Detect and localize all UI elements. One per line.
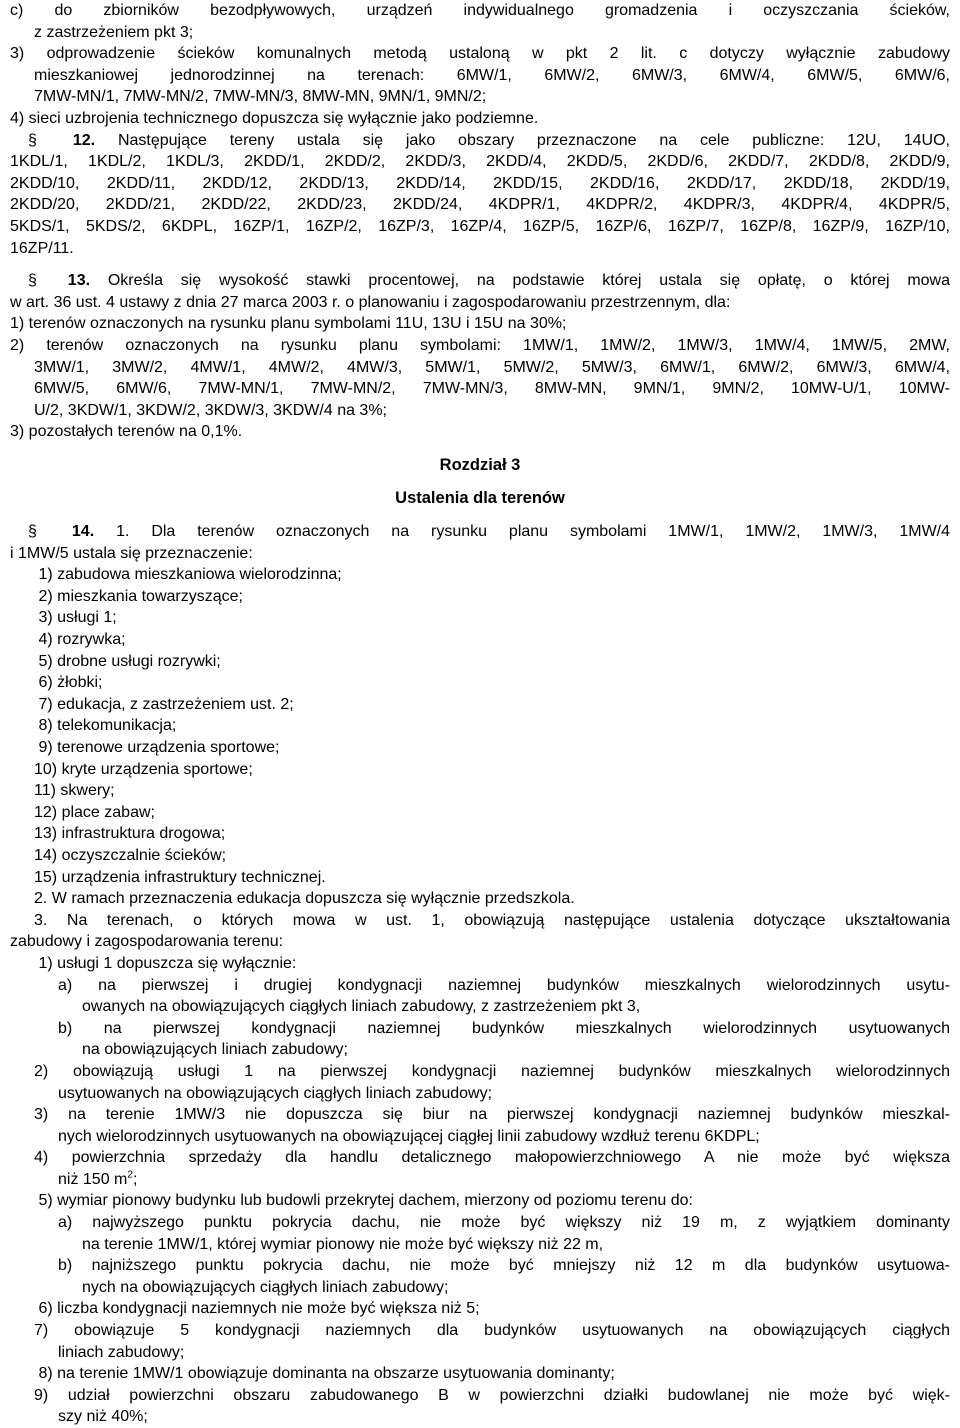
paragraph-14-first-line [10,521,950,543]
text-line: szy niż 40%; [58,1408,148,1426]
area-superscript: 2 [127,1169,133,1181]
paragraph-13-first-line [10,270,950,292]
rule-area-line [10,1169,950,1191]
designation-list [10,564,950,888]
text-line: 2) terenów oznaczonych na rysunku planu symbolami: 1MW/1, 1MW/2, 1MW/3, 1MW/4, 1MW/5, 2MW, [10,336,950,354]
spacer [10,510,950,521]
text-line: na obowiązujących liniach zabudowy; [82,1041,348,1059]
paragraph-14-number: 14. [71,523,95,541]
designation-item: 3) usługi 1; [34,609,117,627]
designation-item: 9) terenowe urządzenia sportowe; [34,739,280,756]
paragraph-14-ust-3-first: 3. Na terenach, o których mowa w ust. 1, obowiązują następujące ustalenia dotyczące ukształtowania [34,911,950,929]
paragraph-13-text: Określa się wysokość stawki procentowej, na podstawie której ustala się opłatę, o której mowa [107,272,950,290]
paragraph-13-number: 13. [67,272,91,290]
spacer [10,259,950,270]
paragraph-12-text: Następujące tereny ustala się jako obszary przeznaczone na cele publiczne: 12U, 14UO, [117,131,950,149]
designation-item: 11) skwery; [34,782,115,800]
text-line: 8) na terenie 1MW/1 obowiązuje dominanta na obszarze usytuowania dominanty; [34,1365,615,1383]
paragraph-14-second-line: i 1MW/5 ustala się przeznaczenie: [10,544,253,562]
spacer [10,476,950,488]
text-line: 2) obowiązują usługi 1 na pierwszej kondygnacji naziemnej budynków mieszkalnych wielorodzinnych [34,1062,950,1080]
text-line: 5KDS/1, 5KDS/2, 6KDPL, 16ZP/1, 16ZP/2, 16ZP/3, 16ZP/4, 16ZP/5, 16ZP/6, 16ZP/7, 16ZP/8, 16ZP/9, 16ZP/10, [10,217,950,235]
text-line: nych wielorodzinnych usytuowanych na obowiązującej ciągłej linii zabudowy wzdłuż terenu 6KDPL; [58,1127,760,1145]
text-line: a) na pierwszej i drugiej kondygnacji naziemnej budynków mieszkalnych wielorodzinnych usytu- [58,976,950,994]
paragraph-13-body [10,292,950,443]
rules-list-continued [10,1190,950,1428]
chapter-title: Rozdział 3 [439,455,521,474]
text-line: 6) liczba kondygnacji naziemnych nie może być większa niż 5; [34,1300,480,1318]
text-line: 7) obowiązuje 5 kondygnacji naziemnych dla budynków usytuowanych na obowiązujących ciągłych [34,1322,950,1340]
paragraph-12-first-line [10,130,950,152]
text-line: w art. 36 ust. 4 ustawy z dnia 27 marca 2003 r. o planowaniu i zagospodarowaniu przestrzennym, dla: [10,293,731,311]
text-line: c) do zbiorników bezodpływowych, urządzeń indywidualnego gromadzenia i oczyszczania ścieków, [10,2,950,19]
designation-item: 8) telekomunikacja; [34,717,177,735]
paragraph-12-body [10,151,950,237]
designation-item: 5) drobne usługi rozrywki; [34,652,221,670]
designation-item: 14) oczyszczalnie ścieków; [34,846,227,864]
intro-block [10,0,950,130]
text-line: 5) wymiar pionowy budynku lub budowli przekrytej dachem, mierzony od poziomu terenu do: [34,1192,693,1210]
text-line: mieszkaniowej jednorodzinnej na terenach: 6MW/1, 6MW/2, 6MW/3, 6MW/4, 6MW/5, 6MW/6, [34,66,950,84]
text-line: 7MW-MN/1, 7MW-MN/2, 7MW-MN/3, 8MW-MN, 9MN/1, 9MN/2; [34,88,487,106]
paragraph-12-last-line: 16ZP/11. [10,239,74,257]
designation-item: 15) urządzenia infrastruktury technicznej. [34,868,326,886]
paragraph-12-number: 12. [72,131,96,149]
paragraph-14-text: Dla terenów oznaczonych na rysunku planu symbolami 1MW/1, 1MW/2, 1MW/3, 1MW/4 [151,523,950,541]
text-line: na terenie 1MW/1, której wymiar pionowy nie może być większy niż 22 m, [82,1235,604,1253]
section-symbol: § [28,131,37,149]
paragraph-14-ust-2: 2. W ramach przeznaczenia edukacja dopuszcza się wyłącznie przedszkola. [34,890,575,908]
chapter-subtitle: Ustalenia dla terenów [395,489,565,508]
text-line: 1) terenów oznaczonych na rysunku planu symbolami 11U, 13U i 15U na 30%; [10,315,567,333]
designation-item: 10) kryte urządzenia sportowe; [34,760,253,778]
designation-item: 6) żłobki; [34,674,103,692]
designation-item: 4) rozrywka; [34,631,126,649]
text-line: 1) usługi 1 dopuszcza się wyłącznie: [34,954,297,972]
text-line: 1KDL/1, 1KDL/2, 1KDL/3, 2KDD/1, 2KDD/2, 2KDD/3, 2KDD/4, 2KDD/5, 2KDD/6, 2KDD/7, 2KDD/8, 2KDD/9, [10,153,950,171]
area-suffix: ; [132,1170,138,1188]
text-line: 3) pozostałych terenów na 0,1%. [10,423,243,441]
text-line: 4) sieci uzbrojenia technicznego dopuszcza się wyłącznie jako podziemne. [10,109,539,127]
paragraph-14-ust-number: 1. [116,523,130,541]
text-line: b) na pierwszej kondygnacji naziemnej budynków mieszkalnych wielorodzinnych usytuowanych [58,1019,950,1037]
text-line: 9) udział powierzchni obszaru zabudowanego B w powierzchni działki budowlanej nie może być więk- [34,1386,950,1404]
text-line: 3) na terenie 1MW/3 nie dopuszcza się biur na pierwszej kondygnacji naziemnej budynków mieszkal- [34,1106,950,1124]
text-line: b) najniższego punktu pokrycia dachu, nie może być mniejszy niż 12 m dla budynków usytuowa- [58,1257,950,1275]
text-line: 4) powierzchnia sprzedaży dla handlu detalicznego małopowierzchniowego A nie może być większa [34,1149,950,1167]
text-line: a) najwyższego punktu pokrycia dachu, nie może być większy niż 19 m, z wyjątkiem dominanty [58,1214,950,1232]
text-line: liniach zabudowy; [58,1343,185,1361]
text-line: 3MW/1, 3MW/2, 4MW/1, 4MW/2, 4MW/3, 5MW/1, 5MW/2, 5MW/3, 6MW/1, 6MW/2, 6MW/3, 6MW/4, [34,358,950,376]
rules-list [10,953,950,1169]
text-line: nych na obowiązujących ciągłych liniach zabudowy; [82,1278,449,1296]
designation-item: 12) place zabaw; [34,803,155,821]
text-line: 2KDD/20, 2KDD/21, 2KDD/22, 2KDD/23, 2KDD/24, 4KDPR/1, 4KDPR/2, 4KDPR/3, 4KDPR/4, 4KDPR/5, [10,196,950,214]
section-symbol: § [28,523,37,541]
area-text: niż 150 m [58,1170,128,1188]
text-line: 3) odprowadzenie ścieków komunalnych metodą ustaloną w pkt 2 lit. c dotyczy wyłącznie zabudowy [10,45,950,63]
spacer [10,443,950,455]
designation-item: 2) mieszkania towarzyszące; [34,587,243,605]
text-line: 2KDD/10, 2KDD/11, 2KDD/12, 2KDD/13, 2KDD/14, 2KDD/15, 2KDD/16, 2KDD/17, 2KDD/18, 2KDD/19, [10,174,950,192]
text-line: U/2, 3KDW/1, 3KDW/2, 3KDW/3, 3KDW/4 na 3%; [34,401,387,419]
text-line: z zastrzeżeniem pkt 3; [34,23,194,41]
designation-item: 7) edukacja, z zastrzeżeniem ust. 2; [34,695,294,713]
text-line: owanych na obowiązujących ciągłych liniach zabudowy, z zastrzeżeniem pkt 3, [82,998,641,1016]
text-line: usytuowanych na obowiązujących ciągłych liniach zabudowy; [58,1084,493,1102]
paragraph-14-ust-3-second: zabudowy i zagospodarowania terenu: [10,933,284,951]
designation-item: 13) infrastruktura drogowa; [34,825,226,843]
text-line: 6MW/5, 6MW/6, 7MW-MN/1, 7MW-MN/2, 7MW-MN/3, 8MW-MN, 9MN/1, 9MN/2, 10MW-U/1, 10MW- [34,380,950,398]
designation-item: 1) zabudowa mieszkaniowa wielorodzinna; [34,566,342,584]
section-symbol: § [28,272,37,290]
